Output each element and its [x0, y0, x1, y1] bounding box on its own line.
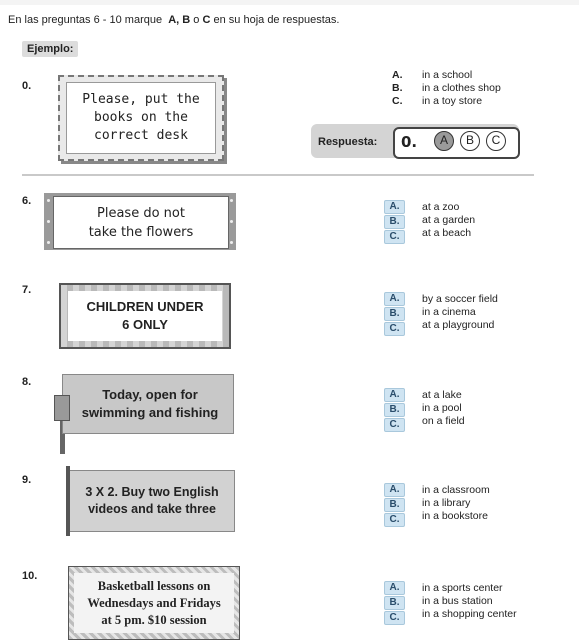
question-6-letters	[384, 200, 405, 245]
sign-line: books on the	[94, 110, 188, 125]
answer-number: 0.	[401, 133, 418, 151]
sign-line: 6 ONLY	[122, 317, 168, 332]
sign-line: Basketball lessons on	[97, 578, 211, 593]
sign-question-9	[69, 470, 235, 532]
option-text: in a pool	[422, 402, 462, 414]
sign-line: CHILDREN UNDER	[86, 299, 204, 314]
question-9-letters	[384, 483, 405, 528]
option-text: at a lake	[422, 389, 462, 401]
option-b-badge[interactable]: B.	[384, 403, 405, 417]
sign-line: Please, put the	[82, 92, 200, 107]
answer-label: Respuesta:	[318, 136, 378, 148]
option-text: in a cinema	[422, 306, 476, 318]
instructions	[8, 14, 339, 26]
instructions-letter-a: A,	[168, 14, 180, 26]
option-b-badge[interactable]: B.	[384, 498, 405, 512]
question-number: 9.	[22, 474, 32, 486]
top-strip	[0, 0, 579, 5]
answer-circle-b[interactable]: B	[460, 131, 480, 151]
question-8-options	[422, 389, 465, 428]
sign-line: 3 X 2. Buy two English	[85, 485, 219, 499]
sign-line: Today, open for	[102, 387, 198, 402]
option-c-badge[interactable]: C.	[384, 611, 405, 625]
instructions-letter-b: B	[182, 14, 191, 26]
instructions-letter-c: C	[202, 14, 211, 26]
option-c-badge[interactable]: C.	[384, 230, 405, 244]
example-letters	[392, 69, 403, 108]
option-letter: C.	[392, 95, 403, 107]
question-number: 10.	[22, 570, 38, 582]
option-text: at a playground	[422, 319, 495, 331]
question-9-options	[422, 484, 490, 523]
sign-line: correct desk	[94, 128, 188, 143]
option-a-badge[interactable]: A.	[384, 200, 405, 214]
option-a-badge[interactable]: A.	[384, 581, 405, 595]
option-text: by a soccer field	[422, 293, 498, 305]
sign-line: at 5 pm. $10 session	[101, 612, 207, 627]
option-text: in a classroom	[422, 484, 490, 496]
option-text: in a shopping center	[422, 608, 517, 620]
question-number: 8.	[22, 376, 32, 388]
question-10-options	[422, 582, 517, 621]
option-text: in a clothes shop	[422, 82, 501, 94]
option-text: on a field	[422, 415, 465, 427]
option-c-badge[interactable]: C.	[384, 322, 405, 336]
example-sign	[58, 75, 224, 161]
option-text: in a school	[422, 69, 473, 81]
sign-line: swimming and fishing	[81, 405, 219, 420]
option-text: at a garden	[422, 214, 476, 226]
option-text: in a bus station	[422, 595, 493, 607]
option-text: in a sports center	[422, 582, 503, 594]
answer-circle-a[interactable]: A	[434, 131, 454, 151]
option-c-badge[interactable]: C.	[384, 513, 405, 527]
answer-circle-c[interactable]: C	[486, 131, 506, 151]
divider	[22, 174, 534, 176]
sign-question-8	[62, 374, 234, 434]
instructions-text: En las preguntas 6 - 10 marque	[8, 14, 163, 26]
sign-line: videos and take three	[88, 502, 216, 516]
sign-line: Wednesdays and Fridays	[87, 595, 221, 610]
option-a-badge[interactable]: A.	[384, 292, 405, 306]
option-text: in a library	[422, 497, 471, 509]
option-c-badge[interactable]: C.	[384, 418, 405, 432]
option-text: in a toy store	[422, 95, 483, 107]
sign-line: take the flowers	[88, 224, 194, 240]
option-b-badge[interactable]: B.	[384, 596, 405, 610]
option-b-badge[interactable]: B.	[384, 307, 405, 321]
question-6-options	[422, 201, 475, 240]
instructions-suffix: en su hoja de respuestas.	[213, 14, 340, 26]
option-a-badge[interactable]: A.	[384, 388, 405, 402]
sign-line: Please do not	[97, 205, 185, 221]
question-7-options	[422, 293, 498, 332]
example-label: Ejemplo:	[22, 41, 78, 57]
option-text: at a zoo	[422, 201, 460, 213]
question-7-letters	[384, 292, 405, 337]
question-number: 6.	[22, 195, 32, 207]
sign-question-7	[59, 283, 231, 349]
example-options	[422, 69, 501, 108]
option-a-badge[interactable]: A.	[384, 483, 405, 497]
sign-question-6	[44, 193, 236, 250]
example-number: 0.	[22, 80, 32, 92]
sign-post	[66, 466, 70, 536]
question-number: 7.	[22, 284, 32, 296]
option-letter: A.	[392, 69, 403, 81]
question-10-letters	[384, 581, 405, 626]
sign-bracket	[54, 395, 70, 421]
option-letter: B.	[392, 82, 403, 94]
option-text: at a beach	[422, 227, 472, 239]
instructions-or: o	[193, 14, 200, 26]
question-8-letters	[384, 388, 405, 433]
sign-question-10	[68, 566, 240, 640]
option-b-badge[interactable]: B.	[384, 215, 405, 229]
option-text: in a bookstore	[422, 510, 488, 522]
